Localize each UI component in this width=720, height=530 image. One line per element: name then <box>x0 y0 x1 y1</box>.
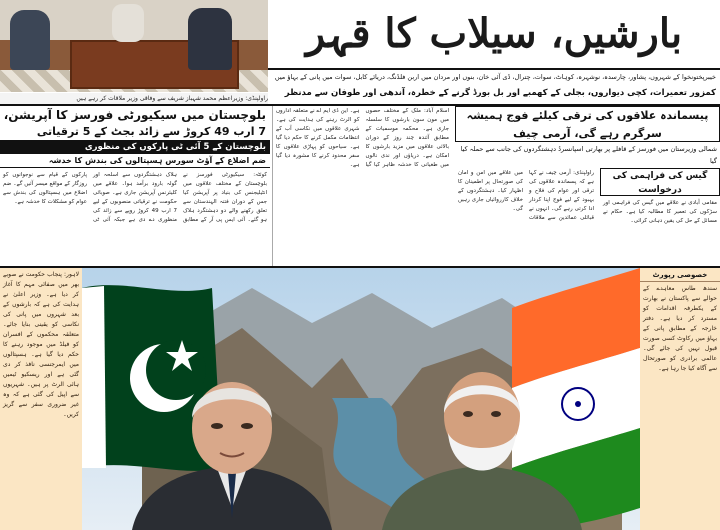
subhead-ndma: کمزور تعمیرات، کچی دیواروں، بجلی کے کھمبے اور بل بورڈ گرنے کے خطرہ، آندھی اور طوفان سے مدنظر <box>284 88 716 98</box>
meeting-photo <box>0 0 268 92</box>
story-subhead-it-parks: بلوچستان کے 5 آئی ٹی پارکوں کی منظوری <box>0 140 270 154</box>
sidebar-story-left: لاہور: پنجاب حکومت نے صوبے بھر میں صفائی مہم کا آغاز کر دیا ہے۔ وزیر اعلیٰ نے ہدایت کی ہے کہ بارشوں کے بعد شہروں میں پانی کی نکاسی کو یقینی بنایا جائے۔ متعلقہ محکموں کے افسران کو فیلڈ میں موجود رہنے کا حکم دیا گیا ہے۔ ہسپتالوں میں ایمرجنسی نافذ کر دی گئی ہے اور ریسکیو ٹیمیں ہائی الرٹ پر ہیں۔ شہریوں سے اپیل کی گئی ہے کہ وہ غیر ضروری سفر سے گریز کریں۔ <box>0 268 82 530</box>
masthead <box>268 0 720 68</box>
subhead-weather: خیبرپختونخوا کے شہروں، پشاور، چارسدہ، نوشہرہ، کوہاٹ، سوات، چترال، ڈی آئی خان، بنوں اور مردان میں اربن فلڈنگ، دریائے کابل، سوات میں پانی کے بہاؤ میں <box>274 73 716 81</box>
main-photo-composite <box>82 268 640 530</box>
boxed-headline-gas[interactable]: گیس کی فراہمی کی درخواست <box>600 168 720 196</box>
sidebar-story-right: سندھ طاس معاہدے کے حوالے سے پاکستان نے بھارت کے یکطرفہ اقدامات کو مسترد کر دیا ہے۔ دفتر خارجہ کے مطابق پانی کے بہاؤ میں رکاوٹ کسی صورت قبول نہیں کی جائے گی۔ عالمی برادری کو صورتحال سے آگاہ کیا جا رہا ہے۔ <box>640 282 720 530</box>
story-kicker-waziristan: شمالی وزیرستان میں فورسز کے قافلے پر بھارتی اسپانسرڈ دہشتگردوں کی جانب سے حملہ کیا گیا <box>460 145 717 165</box>
story-body-gas: مقامی آبادی نے علاقے میں گیس کی فراہمی اور سڑکوں کی تعمیر کا مطالبہ کیا ہے۔ حکام نے مسائل کے حل کی یقین دہانی کرائی۔ <box>603 200 717 224</box>
story-body-middle: اسلام آباد: ملک کے مختلف حصوں میں مون سون بارشوں کا سلسلہ جاری ہے۔ محکمہ موسمیات کے مطابق آئندہ چند روز کے دوران بالائی علاقوں میں مزید بارشوں کا امکان ہے۔ دریاؤں اور ندی نالوں میں طغیانی کا خدشہ ظاہر کیا گیا ہے۔ این ڈی ایم اے نے متعلقہ اداروں کو الرٹ رہنے کی ہدایت کی ہے۔ شہری علاقوں میں نکاسی آب کے انتظامات مکمل کرنے کا حکم دیا گیا ہے۔ سیاحوں کو پہاڑی علاقوں کا سفر محدود کرنے کا مشورہ دیا گیا ہے۔ <box>272 106 452 266</box>
story-headline-army-chief[interactable]: پیسماندہ علاقوں کی ترقی کیلئے فوج ہمیشہ سرگرم رہے گی، آرمی چیف <box>455 106 720 142</box>
story-headline-budget[interactable]: 7 ارب 49 کروڑ سے زائد بجٹ کے 5 ترقیاتی <box>0 124 270 140</box>
sidebar-title-right: خصوصی رپورٹ <box>640 268 720 282</box>
main-headline[interactable]: بارشیں، سیلاب کا قہر <box>305 10 683 57</box>
composite-illustration <box>82 268 640 530</box>
story-body-right: راولپنڈی: آرمی چیف نے کہا ہے کہ پسماندہ علاقوں کی ترقی اور عوام کی فلاح و بہبود کے لیے فوج اپنا کردار ادا کرتی رہے گی۔ انہوں نے قبائلی عمائدین سے ملاقات میں علاقے میں امن و امان کی صورتحال پر اطمینان کا اظہار کیا۔ دہشتگردوں کے خلاف کارروائیاں جاری رہیں گی۔ <box>458 170 594 221</box>
story-headline-balochistan[interactable]: بلوچستان میں سیکیورٹی فورسز کا آپریشن، <box>3 108 266 122</box>
photo-caption: راولپنڈی: وزیراعظم محمد شہباز شریف سے وفاقی وزیر ملاقات کر رہے ہیں <box>0 93 268 105</box>
story-body-left: کوئٹہ: سیکیورٹی فورسز نے بلوچستان کے مختلف علاقوں میں انٹیلیجنس کی بنیاد پر آپریشن کیا جس کے دوران فتنہ الہندستان سے تعلق رکھنے والے دو دہشتگرد ہلاک ہو گئے۔ آئی ایس پی آر کے مطابق ہلاک دہشتگردوں سے اسلحہ اور گولہ بارود برآمد ہوا۔ علاقے میں کلیئرنس آپریشن جاری ہے۔ صوبائی حکومت نے ترقیاتی منصوبوں کے لیے 7 ارب 49 کروڑ روپے سے زائد کی منظوری دے دی ہے جبکہ آئی ٹی پارکوں کے قیام سے نوجوانوں کو روزگار کے مواقع میسر آئیں گے۔ ضم اضلاع میں ہسپتالوں کی بندش سے عوام کو مشکلات کا خدشہ ہے۔ <box>3 172 267 223</box>
story-kicker-hospitals[interactable]: ضم اضلاع کے آؤٹ سورس ہسپتالوں کی بندش کا خدشہ <box>0 154 270 168</box>
